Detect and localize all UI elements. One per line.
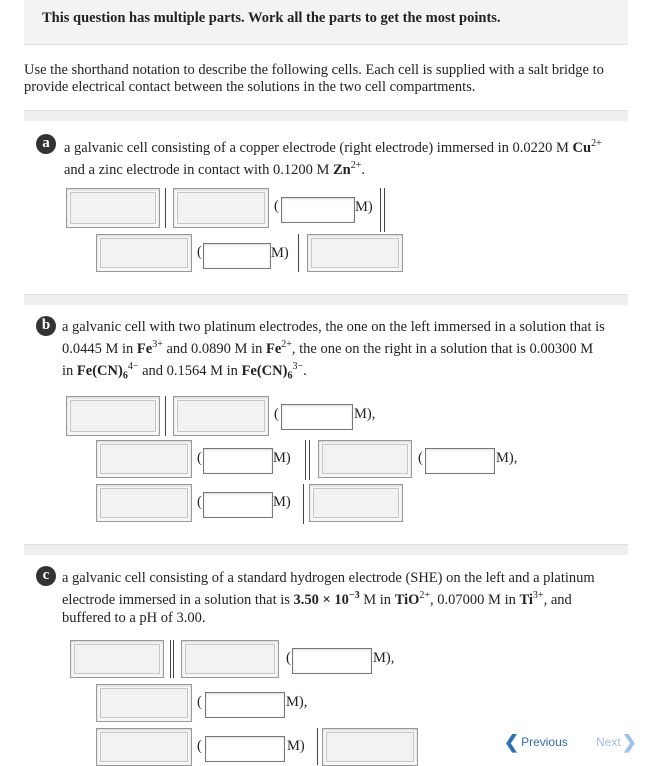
part-b-left-electrode-box[interactable] <box>66 396 160 436</box>
section-divider <box>24 294 628 305</box>
part-c-species2-box[interactable] <box>96 684 192 722</box>
close-paren: M) <box>271 245 289 261</box>
open-paren: ( <box>197 450 202 466</box>
part-b-right-species2-box[interactable] <box>96 484 192 522</box>
part-b-left-conc2-input[interactable] <box>203 448 273 474</box>
salt-bridge-line-1 <box>380 188 381 232</box>
salt-bridge-line-2 <box>384 188 385 232</box>
part-a-anode-species-box[interactable] <box>173 188 269 228</box>
previous-button[interactable]: ❮ Previous <box>504 732 568 752</box>
part-b-right-electrode-box[interactable] <box>309 484 403 522</box>
phase-boundary-2 <box>173 640 174 678</box>
part-b-right-species1-box[interactable] <box>318 440 412 478</box>
part-c-left-conc-input[interactable] <box>292 648 372 674</box>
part-c-conc3-input[interactable] <box>205 736 285 762</box>
part-a-cathode-species-box[interactable] <box>96 234 192 272</box>
close-paren-comma: M), <box>286 694 308 710</box>
next-button[interactable]: Next❯ <box>596 732 637 752</box>
close-paren-comma: M), <box>496 450 518 466</box>
part-b-badge: b <box>36 316 56 336</box>
intro-text: Use the shorthand notation to describe the following cells. Each cell is supplied with a salt bridge to provide electrical contact between the solutions in the two cell compartments. <box>24 62 604 95</box>
open-paren: ( <box>197 244 202 260</box>
section-divider <box>24 110 628 121</box>
header-title: This question has multiple parts. Work all the parts to get the most points. <box>42 10 501 26</box>
open-paren: ( <box>418 450 423 466</box>
part-a-cathode-electrode-box[interactable] <box>307 234 403 272</box>
open-paren: ( <box>197 494 202 510</box>
close-paren: M) <box>355 199 373 215</box>
open-paren: ( <box>274 198 279 214</box>
close-paren-comma: M), <box>354 406 376 422</box>
part-c-conc2-input[interactable] <box>205 692 285 718</box>
part-a-cathode-conc-input[interactable] <box>203 243 271 269</box>
part-b-left-conc1-input[interactable] <box>281 404 353 430</box>
close-paren-comma: M), <box>373 650 395 666</box>
close-paren: M) <box>273 494 291 510</box>
part-c-left-electrode-box[interactable] <box>70 640 164 678</box>
salt-bridge-line-2 <box>309 440 310 480</box>
phase-boundary <box>303 484 304 524</box>
open-paren: ( <box>197 694 202 710</box>
part-c-left-species-box[interactable] <box>181 640 279 678</box>
part-c-badge: c <box>36 566 56 586</box>
phase-boundary <box>165 188 166 228</box>
section-divider <box>24 544 628 555</box>
close-paren: M) <box>273 450 291 466</box>
part-c-right-electrode-box[interactable] <box>322 728 418 766</box>
open-paren: ( <box>197 738 202 754</box>
phase-boundary-1 <box>170 640 171 678</box>
question-header <box>24 0 628 45</box>
part-a-anode-conc-input[interactable] <box>281 197 355 223</box>
part-b-left-species1-box[interactable] <box>173 396 269 436</box>
part-b-text: a galvanic cell with two platinum electrodes, the one on the left immersed in a solution that is 0.0445 M in $Fe^{3+}$ and 0.0890 M in $Fe^{2+}$, the one on the right in a solution that is 0.00300 M in $Fe(CN)_6^{4-}$ and 0.1564 M in $Fe(CN)_6^{3-}$. <box>62 319 605 382</box>
phase-boundary <box>165 396 166 436</box>
open-paren: ( <box>274 406 279 422</box>
chevron-left-icon: ❮ <box>504 732 520 752</box>
part-a-text: a galvanic cell consisting of a copper electrode (right electrode) immersed in 0.0220 M $Cu^{2+}$ and a zinc electrode in contact with 0.1200 M $Zn^{2+}$. <box>64 138 602 178</box>
phase-boundary <box>317 728 318 765</box>
part-b-right-conc1-input[interactable] <box>425 448 495 474</box>
part-b-left-species2-box[interactable] <box>96 440 192 478</box>
part-a-anode-electrode-box[interactable] <box>66 188 160 228</box>
open-paren: ( <box>286 650 291 666</box>
chevron-right-icon: ❯ <box>621 732 637 752</box>
salt-bridge-line-1 <box>305 440 306 480</box>
part-a-badge: a <box>36 134 56 154</box>
close-paren: M) <box>287 738 305 754</box>
part-c-species3-box[interactable] <box>96 728 192 766</box>
phase-boundary <box>298 234 299 272</box>
part-c-text: a galvanic cell consisting of a standard hydrogen electrode (SHE) on the left and a platinum electrode immersed in a solution that is $3.50 \times 10^{-3}$ M in TiO$^{2+}$, 0.07000 M in $Ti^{3+}$, and buffered to a pH of 3.00. <box>62 570 595 626</box>
part-b-right-conc2-input[interactable] <box>203 492 273 518</box>
